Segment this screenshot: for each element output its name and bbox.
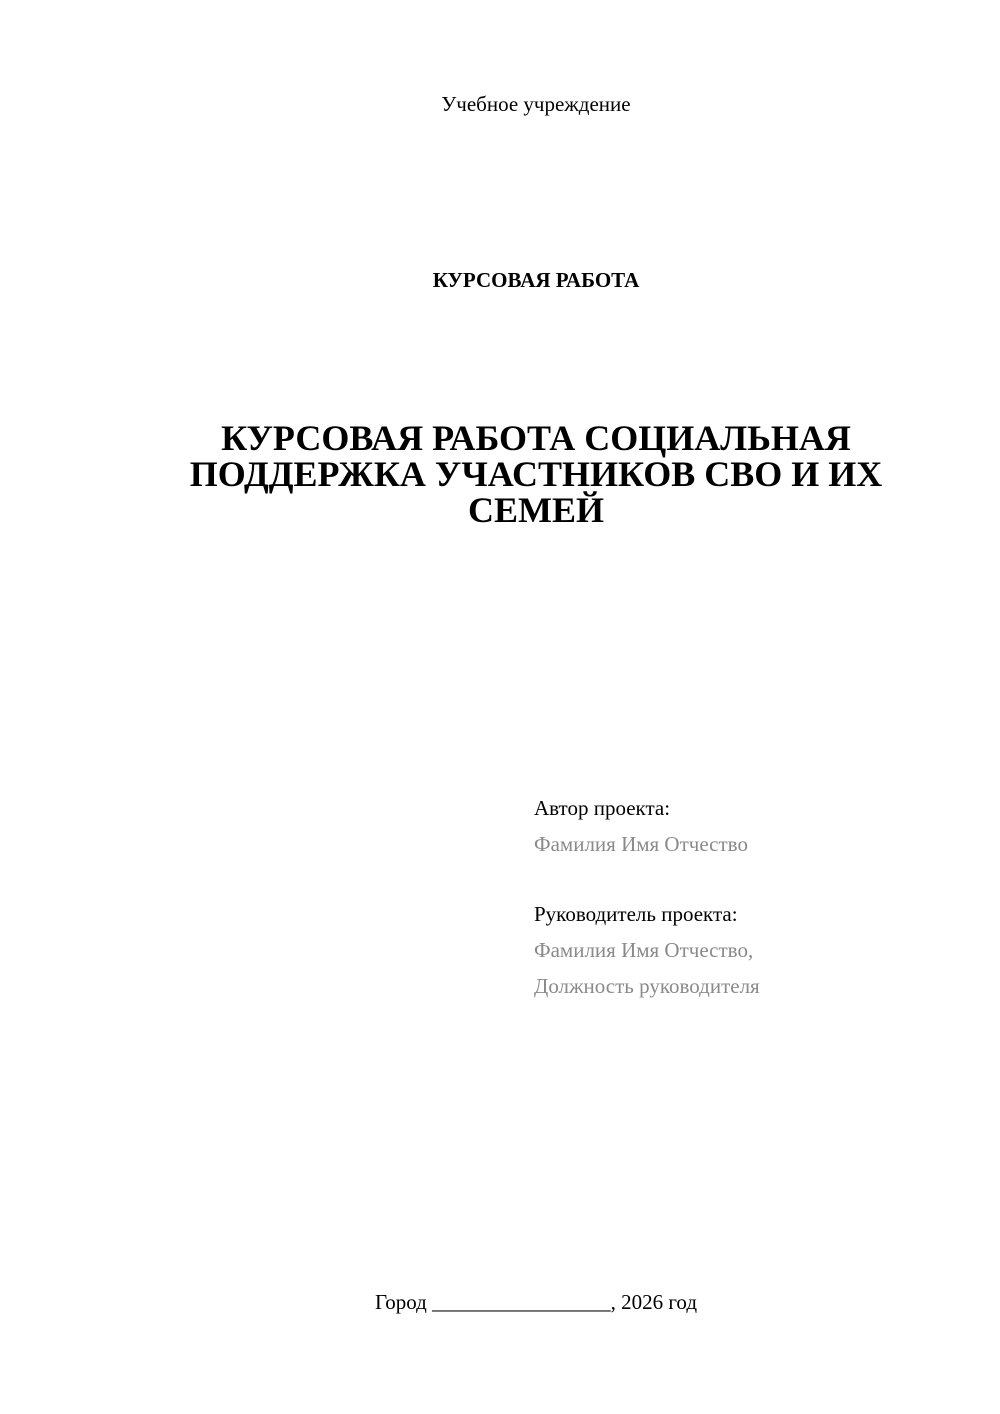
author-name: Фамилия Имя Отчество [534,832,748,856]
title-line-2: ПОДДЕРЖКА УЧАСТНИКОВ СВО И ИХ [189,454,883,494]
author-label: Автор проекта: [534,796,671,820]
title-line-1: КУРСОВАЯ РАБОТА СОЦИАЛЬНАЯ [221,418,851,458]
city-year-line: Город _________________, 2026 год [374,1290,698,1314]
credits-block [534,790,974,1004]
supervisor-position: Должность руководителя [534,974,760,998]
institution-name: Учебное учреждение [441,92,631,116]
supervisor-label: Руководитель проекта: [534,902,738,926]
supervisor-name: Фамилия Имя Отчество, [534,938,754,962]
page-title [150,420,922,528]
spacer [534,862,974,896]
title-line-3: СЕМЕЙ [467,490,604,530]
work-type: КУРСОВАЯ РАБОТА [432,268,640,292]
